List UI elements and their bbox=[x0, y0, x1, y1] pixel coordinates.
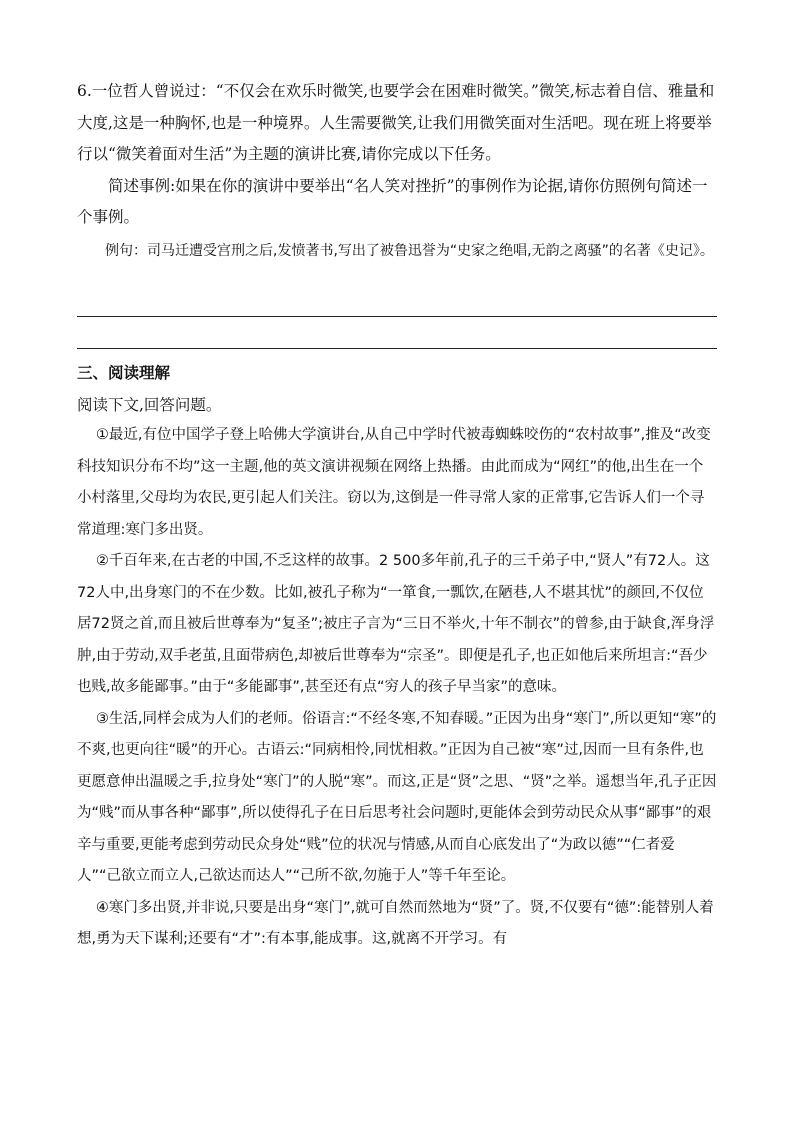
reading-passage bbox=[77, 420, 717, 956]
passage-paragraph-3: ③生活,同样会成为人们的老师。俗语言:“不经冬寒,不知春暖。”正因为出身“寒门”,所以更知“寒”的不爽,也更向往“暖”的开心。古语云:“同病相怜,同忧相救。”正因为自己被“寒”过,因而一旦有条件,也更愿意伸出温暖之手,拉身处“寒门”的人脱“寒”。而这,正是“贤”之思、“贤”之举。遥想当年,孔子正因为“贱”而从事各种“鄙事”,所以使得孔子在日后思考社会问题时,更能体会到劳动民众从事“鄙事”的艰辛与重要,更能考虑到劳动民众身处“贱”位的状况与情感,从而自心底发出了“为政以德”“仁者爱人”“己欲立而立人,己欲达而达人”“己所不欲,勿施于人”等千年至论。 bbox=[77, 710, 717, 884]
section-title: 三、阅读理解 bbox=[77, 364, 171, 382]
passage-paragraph-4: ④寒门多出贤,并非说,只要是出身“寒门”,就可自然而然地为“贤”了。贤,不仅要有“德”:能替别人着想,勇为天下谋利;还要有“才”:有本事,能成事。这,就离不开学习。有 bbox=[77, 899, 714, 947]
question-6 bbox=[77, 76, 717, 234]
example-sentence-block bbox=[77, 236, 717, 268]
example-sentence: 例句：司马迁遭受宫刑之后,发愤著书,写出了被鲁迅誉为“史家之绝唱,无韵之离骚”的名著《史记》。 bbox=[105, 243, 714, 259]
section-instruction: 阅读下文,回答问题。 bbox=[77, 395, 222, 414]
section-3 bbox=[77, 358, 717, 421]
question-6-task: 简述事例:如果在你的演讲中要举出“名人笑对挫折”的事例作为论据,请你仿照例句简述一个事例。 bbox=[77, 176, 708, 226]
answer-line[interactable] bbox=[77, 348, 717, 349]
question-6-intro: 6.一位哲人曾说过：“不仅会在欢乐时微笑,也要学会在困难时微笑。”微笑,标志着自信、雅量和大度,这是一种胸怀,也是一种境界。人生需要微笑,让我们用微笑面对生活吧。现在班上将要举行以“微笑着面对生活”为主题的演讲比赛,请你完成以下任务。 bbox=[77, 82, 715, 163]
answer-line[interactable] bbox=[77, 316, 717, 317]
passage-paragraph-2: ②千百年来,在古老的中国,不乏这样的故事。2 500多年前,孔子的三千弟子中,“贤人”有72人。这72人中,出身寒门的不在少数。比如,被孔子称为“一箪食,一瓢饮,在陋巷,人不堪其忧”的颜回,不仅位居72贤之首,而且被后世尊奉为“复圣”;被庄子言为“三日不举火,十年不制衣”的曾参,由于缺食,浑身浮肿,由于劳动,双手老茧,且面带病色,却被后世尊奉为“宗圣”。即便是孔子,也正如他后来所坦言:“吾少也贱,故多能鄙事。”由于“多能鄙事”,甚至还有点“穷人的孩子早当家”的意味。 bbox=[77, 553, 715, 695]
passage-paragraph-1: ①最近,有位中国学子登上哈佛大学演讲台,从自己中学时代被毒蜘蛛咬伤的“农村故事”,推及“改变科技知识分布不均”这一主题,他的英文演讲视频在网络上热播。由此而成为“网红”的他,出生在一个小村落里,父母均为农民,更引起人们关注。窃以为,这倒是一件寻常人家的正常事,它告诉人们一个寻常道理:寒门多出贤。 bbox=[77, 427, 711, 538]
